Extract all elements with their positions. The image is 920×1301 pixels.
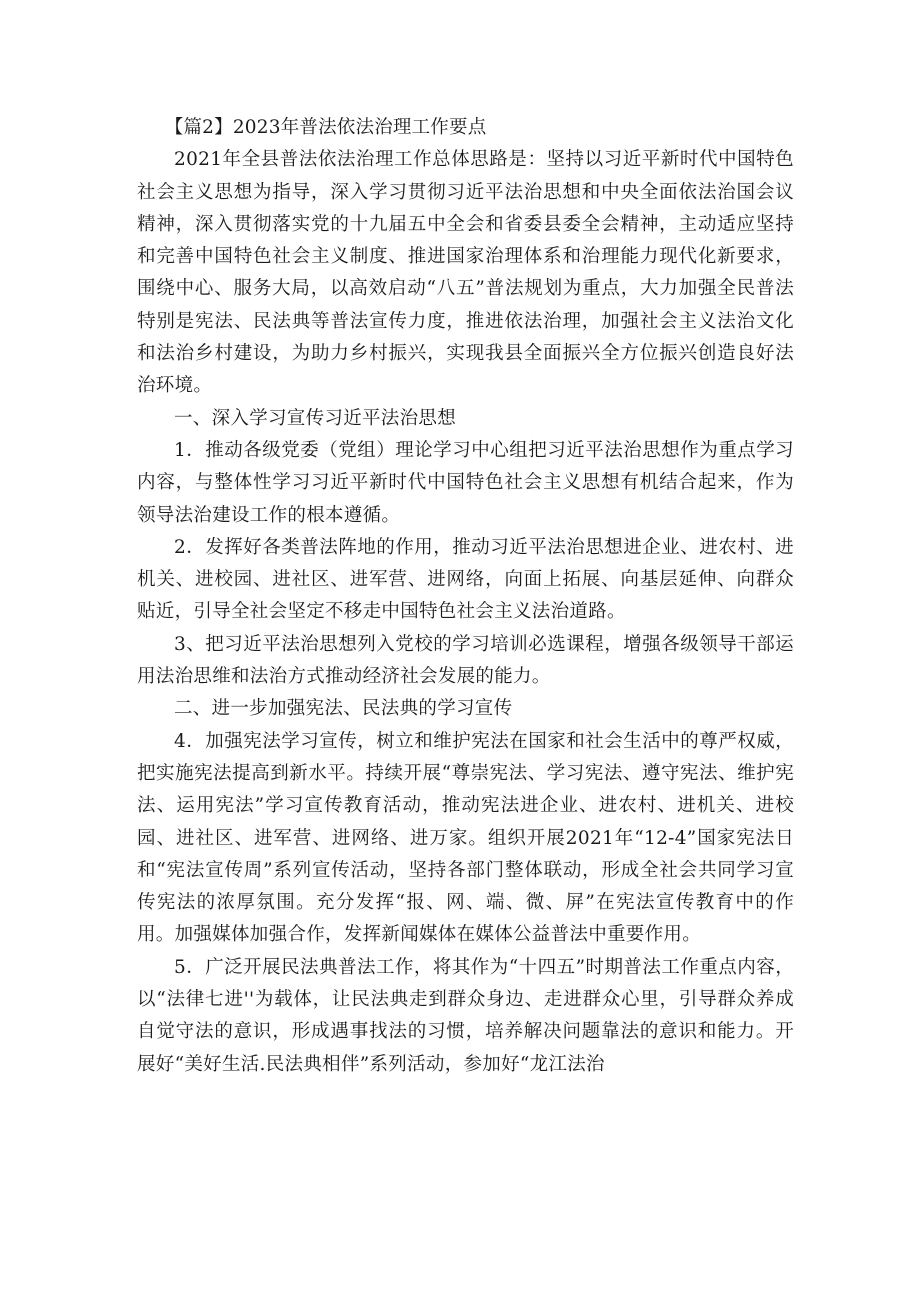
- paragraph-overview: 2021年全县普法依法治理工作总体思路是：坚持以习近平新时代中国特色社会主义思想为指导，深入学习贯彻习近平法治思想和中央全面依法治国会议精神，深入贯彻落实党的十九届五中全会和省委县委全会精神，主动适应坚持和完善中国特色社会主义制度、推进国家治理体系和治理能力现代化新要求，围绕中心、服务大局，以高效启动“八五”普法规划为重点，大力加强全民普法特别是宪法、民法典等普法宣传力度，推进依法治理，加强社会主义法治文化和法治乡村建设，为助力乡村振兴，实现我县全面振兴全方位振兴创造良好法治环境。: [137, 149, 794, 397]
- paragraph-item-4: 4．加强宪法学习宣传，树立和维护宪法在国家和社会生活中的尊严权威，把实施宪法提高到新水平。持续开展“尊崇宪法、学习宪法、遵守宪法、维护宪法、运用宪法”学习宣传教育活动，推动宪法进企业、进农村、进机关、进校园、进社区、进军营、进网络、进万家。组织开展2021年“12-4”国家宪法日和“宪法宣传周”系列宣传活动，坚持各部门整体联动，形成全社会共同学习宣传宪法的浓厚氛围。充分发挥“报、网、端、微、屏”在宪法宣传教育中的作用。加强媒体加强合作，发挥新闻媒体在媒体公益普法中重要作用。: [137, 730, 794, 946]
- document-title: 【篇2】2023年普法依法治理工作要点: [164, 117, 487, 138]
- section-heading-2: 二、进一步加强宪法、民法典的学习宣传: [174, 698, 513, 720]
- document-body: [137, 112, 794, 1081]
- section-heading-1: 一、深入学习宣传习近平法治思想: [174, 407, 457, 429]
- paragraph-item-5: 5．广泛开展民法典普法工作，将其作为“十四五”时期普法工作重点内容，以“法律七进''为载体，让民法典走到群众身边、走进群众心里，引导群众养成自觉守法的意识，形成遇事找法的习惯，培养解决问题靠法的意识和能力。开展好“美好生活.民法典相伴”系列活动，参加好“龙江法治: [137, 956, 794, 1075]
- paragraph-item-2: 2．发挥好各类普法阵地的作用，推动习近平法治思想进企业、进农村、进机关、进校园、进社区、进军营、进网络，向面上拓展、向基层延伸、向群众贴近，引导全社会坚定不移走中国特色社会主义法治道路。: [137, 536, 794, 623]
- paragraph-item-1: 1．推动各级党委（党组）理论学习中心组把习近平法治思想作为重点学习内容，与整体性学习习近平新时代中国特色社会主义思想有机结合起来，作为领导法治建设工作的根本遵循。: [137, 439, 794, 526]
- paragraph-item-3: 3、把习近平法治思想列入党校的学习培训必选课程，增强各级领导干部运用法治思维和法治方式推动经济社会发展的能力。: [137, 633, 794, 688]
